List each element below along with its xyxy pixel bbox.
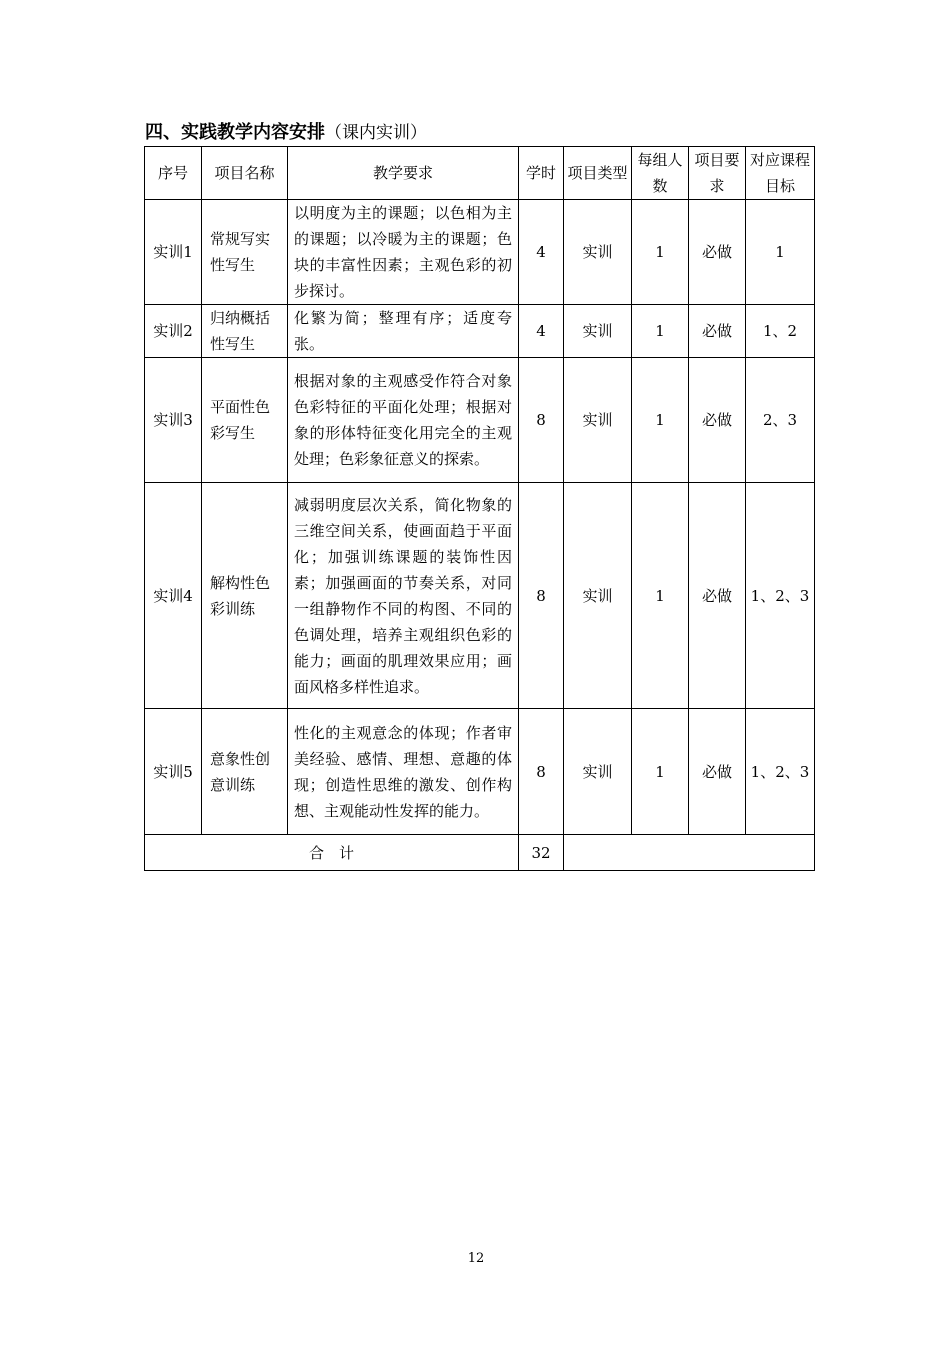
row-group-size: 1 <box>632 305 689 358</box>
row-name: 意象性创意训练 <box>202 709 288 835</box>
row-requirements: 性化的主观意念的体现；作者审美经验、感情、理想、意趣的体现；创造性思维的激发、创作构想、主观能动性发挥的能力。 <box>288 709 519 835</box>
row-name: 平面性色彩写生 <box>202 358 288 483</box>
row-name: 归纳概括性写生 <box>202 305 288 358</box>
header-type: 项目类型 <box>564 147 632 200</box>
row-hours: 8 <box>519 358 564 483</box>
header-required: 项目要求 <box>689 147 746 200</box>
header-hours: 学时 <box>519 147 564 200</box>
practice-table <box>144 146 815 871</box>
table-row <box>145 358 815 483</box>
header-requirements: 教学要求 <box>288 147 519 200</box>
table-header-row <box>145 147 815 200</box>
row-hours: 4 <box>519 200 564 305</box>
row-no: 实训2 <box>145 305 202 358</box>
row-group-size: 1 <box>632 483 689 709</box>
row-required: 必做 <box>689 709 746 835</box>
row-goal: 2、3 <box>746 358 815 483</box>
section-heading-main: 四、实践教学内容安排 <box>145 122 325 143</box>
row-type: 实训 <box>564 709 632 835</box>
section-heading-sub: （课内实训） <box>325 123 427 143</box>
table-row <box>145 483 815 709</box>
row-hours: 8 <box>519 709 564 835</box>
row-type: 实训 <box>564 200 632 305</box>
row-requirements: 化繁为简；整理有序；适度夸张。 <box>288 305 519 358</box>
table-total-row <box>145 835 815 871</box>
section-heading <box>145 121 427 145</box>
row-group-size: 1 <box>632 200 689 305</box>
header-name: 项目名称 <box>202 147 288 200</box>
row-no: 实训3 <box>145 358 202 483</box>
row-type: 实训 <box>564 305 632 358</box>
row-no: 实训5 <box>145 709 202 835</box>
header-goal: 对应课程目标 <box>746 147 815 200</box>
row-requirements: 根据对象的主观感受作符合对象色彩特征的平面化处理；根据对象的形体特征变化用完全的主观处理；色彩象征意义的探索。 <box>288 358 519 483</box>
row-goal: 1 <box>746 200 815 305</box>
row-goal: 1、2、3 <box>746 709 815 835</box>
row-type: 实训 <box>564 358 632 483</box>
table-row <box>145 200 815 305</box>
row-required: 必做 <box>689 483 746 709</box>
total-hours: 32 <box>519 835 564 871</box>
row-type: 实训 <box>564 483 632 709</box>
table-row <box>145 709 815 835</box>
row-group-size: 1 <box>632 709 689 835</box>
row-requirements: 减弱明度层次关系，简化物象的三维空间关系，使画面趋于平面化；加强训练课题的装饰性因素；加强画面的节奏关系，对同一组静物作不同的构图、不同的色调处理，培养主观组织色彩的能力；画面的肌理效果应用；画面风格多样性追求。 <box>288 483 519 709</box>
page-number: 12 <box>467 1251 485 1266</box>
row-required: 必做 <box>689 200 746 305</box>
row-requirements: 以明度为主的课题；以色相为主的课题；以冷暖为主的课题；色块的丰富性因素；主观色彩的初步探讨。 <box>288 200 519 305</box>
table-row <box>145 305 815 358</box>
row-group-size: 1 <box>632 358 689 483</box>
row-required: 必做 <box>689 305 746 358</box>
row-no: 实训1 <box>145 200 202 305</box>
row-required: 必做 <box>689 358 746 483</box>
row-hours: 4 <box>519 305 564 358</box>
header-group-size: 每组人数 <box>632 147 689 200</box>
row-name: 解构性色彩训练 <box>202 483 288 709</box>
row-goal: 1、2 <box>746 305 815 358</box>
row-goal: 1、2、3 <box>746 483 815 709</box>
header-no: 序号 <box>145 147 202 200</box>
total-empty-cell <box>564 835 815 871</box>
row-hours: 8 <box>519 483 564 709</box>
total-label: 合 计 <box>145 835 519 871</box>
row-no: 实训4 <box>145 483 202 709</box>
row-name: 常规写实性写生 <box>202 200 288 305</box>
